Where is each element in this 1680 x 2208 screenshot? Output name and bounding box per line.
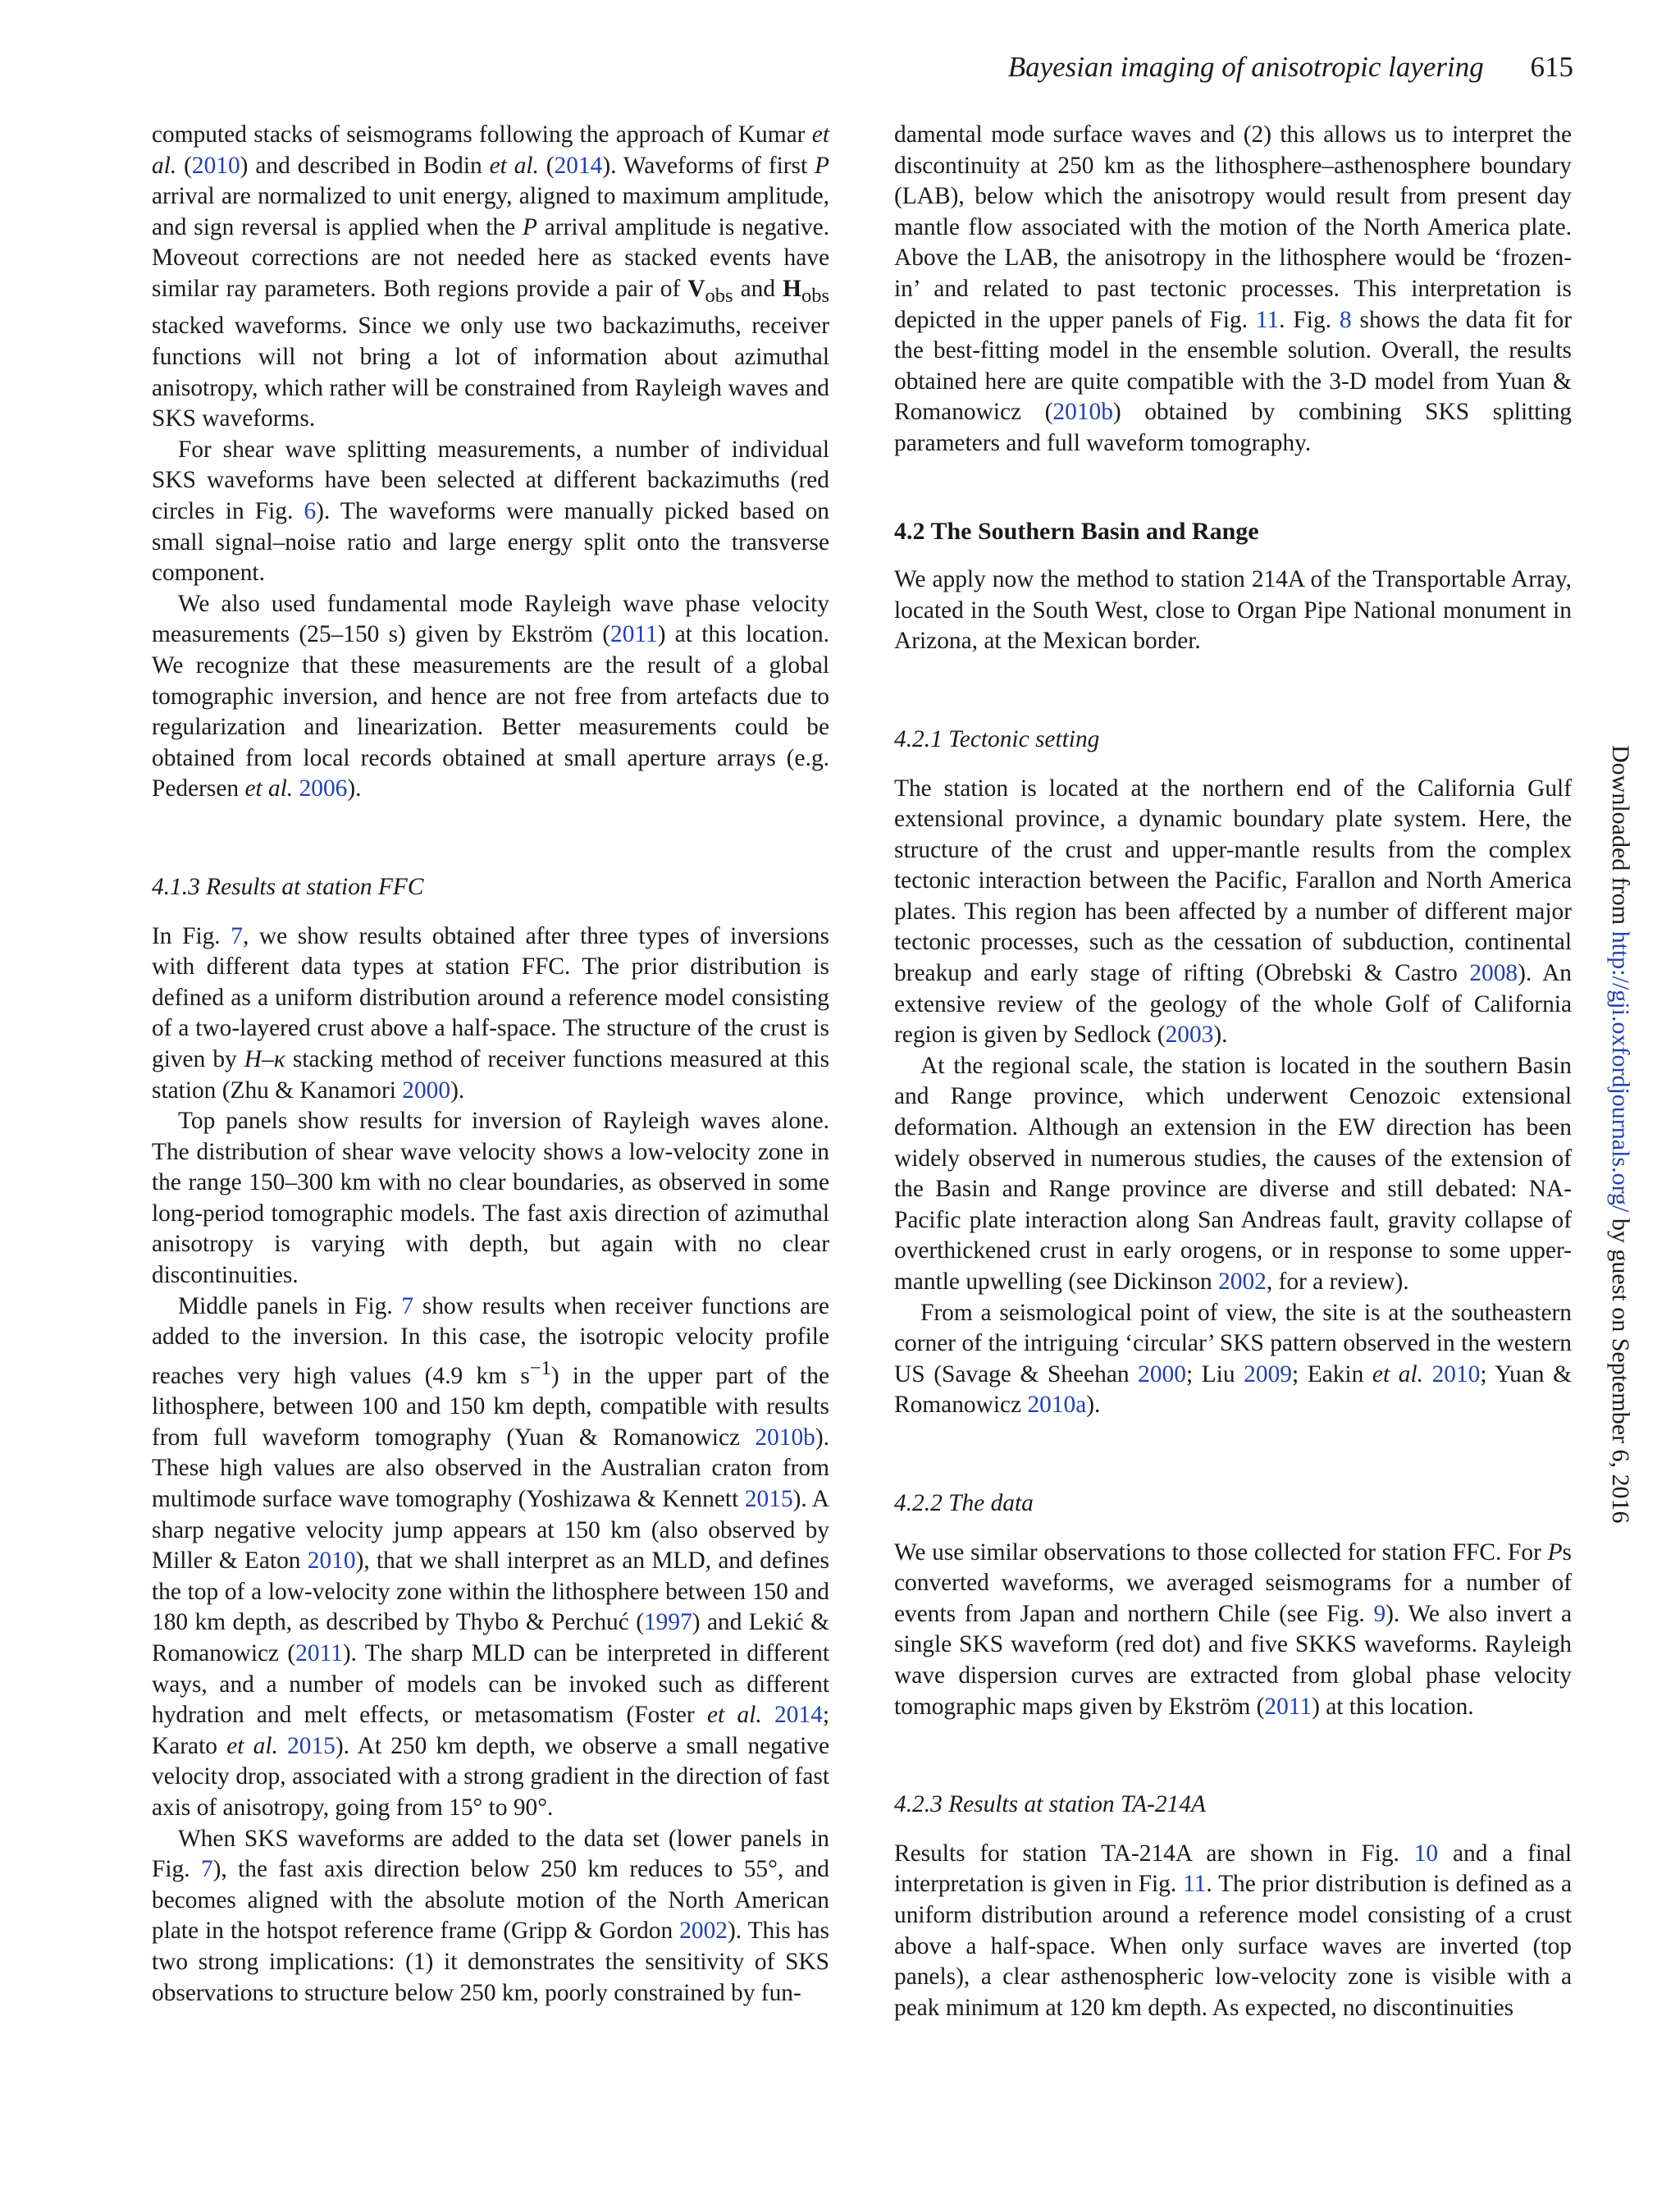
figure-link[interactable]: 9 <box>1373 1600 1386 1627</box>
citation-link[interactable]: 2014 <box>554 152 603 179</box>
paragraph: Results for station TA-214A are shown in Fig. 10 and a final interpretation is given in Fig. 11. The prior distribution is defined as a uniform distribution around a reference model consisting of a crust above a half-space. When only surface waves are inverted (top panels), a clear asthenospheric low-velocity zone is visible with a peak minimum at 120 km depth. As expected, no discontinuities <box>894 1840 1572 2021</box>
journal-url-link[interactable]: http://gji.oxfordjournals.org/ <box>1607 930 1634 1213</box>
citation-link[interactable]: 2003 <box>1165 1022 1214 1049</box>
subsection-heading: 4.2.3 Results at station TA-214A <box>894 1791 1206 1818</box>
page-header <box>1008 51 1573 84</box>
citation-link[interactable]: 1997 <box>643 1609 692 1636</box>
citation-link[interactable]: 2015 <box>287 1732 336 1759</box>
subsection-heading: 4.1.3 Results at station FFC <box>152 873 424 900</box>
citation-link[interactable]: 2008 <box>1469 960 1518 987</box>
figure-link[interactable]: 10 <box>1413 1840 1439 1867</box>
paragraph: damental mode surface waves and (2) this allows us to interpret the discontinuity at 250 km as the lithosphere–asthenosphere boundary (LAB), below which the anisotropy would result from present day mantle flow associated with the motion of the North America plate. Above the LAB, the anisotropy in the lithosphere would be ‘frozen-in’ and related to past tectonic processes. This interpretation is depicted in the upper panels of Fig. 11. Fig. 8 shows the data fit for the best-fitting model in the ensemble solution. Overall, the results obtained here are quite compatible with the 3-D model from Yuan & Romanowicz (2010b) obtained by combining SKS splitting parameters and full waveform tomography. <box>894 121 1572 456</box>
paragraph: The station is located at the northern end of the California Gulf extensional province, a dynamic boundary plate system. Here, the structure of the crust and upper-mantle results from the complex tectonic interaction between the Pacific, Farallon and North America plates. This region has been affected by a number of different major tectonic processes, such as the cessation of subduction, continental breakup and early stage of rifting (Obrebski & Castro 2008). An extensive review of the geology of the whole Golf of California region is given by Sedlock (2003). <box>894 775 1572 1049</box>
citation-link[interactable]: 2010 <box>1431 1360 1481 1387</box>
page-number: 615 <box>1530 51 1573 83</box>
figure-link[interactable]: 11 <box>1255 306 1280 333</box>
right-column <box>894 120 1572 2023</box>
paragraph: computed stacks of seismograms following the approach of Kumar et al. (2010) and described in Bodin et al. (2014). Waveforms of first P arrival are normalized to unit energy, aligned to maximum amplitude, and sign reversal is applied when the P arrival amplitude is negative. Moveout corrections are not needed here as stacked events have similar ray parameters. Both regions provide a pair of $V_{obs}$ and $H_{obs}$ stacked waveforms. Since we only use two backazimuths, receiver functions will not bring a lot of information about azimuthal anisotropy, which rather will be constrained from Rayleigh waves and SKS waveforms. <box>152 121 829 432</box>
subsection-heading: 4.2.2 The data <box>894 1489 1034 1516</box>
citation-link[interactable]: 2015 <box>744 1486 793 1513</box>
citation-link[interactable]: 2010a <box>1027 1392 1087 1419</box>
citation-link[interactable]: 2006 <box>299 775 348 802</box>
figure-link[interactable]: 7 <box>200 1856 213 1883</box>
citation-link[interactable]: 2000 <box>1138 1360 1186 1387</box>
citation-link[interactable]: 2010 <box>307 1547 356 1575</box>
paragraph: We use similar observations to those collected for station FFC. For Ps converted waveforms, we averaged seismograms for a number of events from Japan and northern Chile (see Fig. 9). We also invert a single SKS waveform (red dot) and five SKKS waveforms. Rayleigh wave dispersion curves are extracted from global phase velocity tomographic maps given by Ekström (2011) at this location. <box>894 1538 1572 1720</box>
section-heading: 4.2 The Southern Basin and Range <box>894 517 1259 545</box>
figure-link[interactable]: 7 <box>401 1292 414 1319</box>
paragraph: Top panels show results for inversion of Rayleigh waves alone. The distribution of shear wave velocity shows a low-velocity zone in the range 150–300 km with no clear boundaries, as observed in some long-period tomographic models. The fast axis direction of azimuthal anisotropy is varying with depth, but again with no clear discontinuities. <box>152 1108 829 1289</box>
citation-link[interactable]: 2010 <box>191 152 240 179</box>
figure-link[interactable]: 6 <box>304 498 317 524</box>
citation-link[interactable]: 2002 <box>1218 1269 1267 1295</box>
paragraph: At the regional scale, the station is located in the southern Basin and Range province, which underwent Cenozoic extensional deformation. Although an extension in the EW direction has been widely observed in numerous studies, the causes of the extension of the Basin and Range province are diverse and still debated: NA-Pacific plate interaction along San Andreas fault, gravity collapse of overthickened crust in early orogens, or in response to some upper-mantle upwelling (see Dickinson 2002, for a review). <box>894 1052 1572 1295</box>
figure-link[interactable]: 7 <box>231 922 243 949</box>
paragraph: For shear wave splitting measurements, a number of individual SKS waveforms have been selected at different backazimuths (red circles in Fig. 6). The waveforms were manually picked based on small signal–noise ratio and large energy split onto the transverse component. <box>152 436 829 587</box>
citation-link[interactable]: 2010b <box>755 1424 815 1451</box>
paragraph: We also used fundamental mode Rayleigh wave phase velocity measurements (25–150 s) given by Ekström (2011) at this location. We recognize that these measurements are the result of a global tomographic inversion, and hence are not free from artefacts due to regularization and linearization. Better measurements could be obtained from local records obtained at small aperture arrays (e.g. Pedersen et al. 2006). <box>152 590 829 802</box>
citation-link[interactable]: 2014 <box>774 1702 823 1729</box>
download-notice: Downloaded from http://gji.oxfordjournals.org/ by guest on September 6, 2016 <box>1607 745 1634 1524</box>
figure-link[interactable]: 8 <box>1339 306 1352 333</box>
paragraph: We apply now the method to station 214A of the Transportable Array, located in the South West, close to Organ Pipe National monument in Arizona, at the Mexican border. <box>894 566 1572 655</box>
citation-link[interactable]: 2011 <box>1264 1693 1312 1720</box>
paragraph: From a seismological point of view, the site is at the southeastern corner of the intriguing ‘circular’ SKS pattern observed in the western US (Savage & Sheehan 2000; Liu 2009; Eakin et al. 2010; Yuan & Romanowicz 2010a). <box>894 1299 1572 1419</box>
citation-link[interactable]: 2002 <box>679 1918 728 1945</box>
citation-link[interactable]: 2011 <box>295 1639 343 1666</box>
citation-link[interactable]: 2011 <box>610 621 658 648</box>
citation-link[interactable]: 2000 <box>402 1077 451 1104</box>
running-title: Bayesian imaging of anisotropic layering <box>1007 51 1484 83</box>
citation-link[interactable]: 2010b <box>1052 399 1113 426</box>
paragraph: In Fig. 7, we show results obtained after three types of inversions with different data types at station FFC. The prior distribution is defined as a uniform distribution around a reference model consisting of a two-layered crust above a half-space. The structure of the crust is given by H–κ stacking method of receiver functions measured at this station (Zhu & Kanamori 2000). <box>152 922 830 1104</box>
left-column <box>152 120 829 2009</box>
paragraph: When SKS waveforms are added to the data set (lower panels in Fig. 7), the fast axis direction below 250 km reduces to 55°, and becomes aligned with the absolute motion of the North American plate in the hotspot reference frame (Gripp & Gordon 2002). This has two strong implications: (1) it demonstrates the sensitivity of SKS observations to structure below 250 km, poorly constrained by fun- <box>152 1825 829 2006</box>
subsection-heading: 4.2.1 Tectonic setting <box>894 725 1100 752</box>
paragraph: Middle panels in Fig. 7 show results when receiver functions are added to the inversion. In this case, the isotropic velocity profile reaches very high values (4.9 km $s^{-1}$) in the upper part of the lithosphere, between 100 and 150 km depth, compatible with results from full waveform tomography (Yuan & Romanowicz 2010b). These high values are also observed in the Australian craton from multimode surface wave tomography (Yoshizawa & Kennett 2015). A sharp negative velocity jump appears at 150 km (also observed by Miller & Eaton 2010), that we shall interpret as an MLD, and defines the top of a low-velocity zone within the lithosphere between 150 and 180 km depth, as described by Thybo & Perchuć (1997) and Lekić & Romanowicz (2011). The sharp MLD can be interpreted in different ways, and a number of models can be invoked such as different hydration and melt effects, or metasomatism (Foster et al. 2014; Karato et al. 2015). At 250 km depth, we observe a small negative velocity drop, associated with a strong gradient in the direction of fast axis of anisotropy, going from 15° to 90°. <box>152 1292 830 1821</box>
figure-link[interactable]: 11 <box>1183 1871 1207 1898</box>
citation-link[interactable]: 2009 <box>1244 1360 1292 1387</box>
